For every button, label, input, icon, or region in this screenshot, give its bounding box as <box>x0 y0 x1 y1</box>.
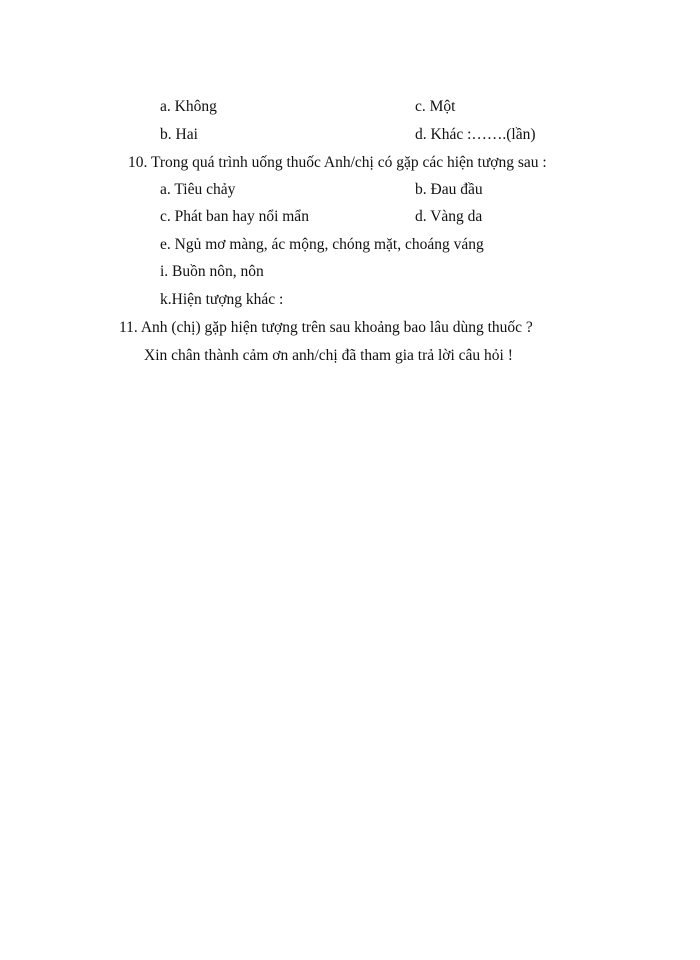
q10-option-k: k.Hiện tượng khác : <box>160 291 284 308</box>
closing-thanks: Xin chân thành cảm ơn anh/chị đã tham gia trả lời câu hỏi ! <box>144 347 513 364</box>
q9-option-d: d. Khác :…….(lần) <box>415 126 536 143</box>
q9-option-a: a. Không <box>160 98 217 115</box>
q10-option-a: a. Tiêu chảy <box>160 181 236 198</box>
q9-option-b: b. Hai <box>160 126 198 143</box>
q9-option-c: c. Một <box>415 98 456 115</box>
q11-question: 11. Anh (chị) gặp hiện tượng trên sau khoảng bao lâu dùng thuốc ? <box>119 319 533 336</box>
q10-option-d: d. Vàng da <box>415 208 483 225</box>
q10-option-b: b. Đau đầu <box>415 181 483 198</box>
q10-option-c: c. Phát ban hay nổi mẩn <box>160 208 309 225</box>
q10-question: 10. Trong quá trình uống thuốc Anh/chị có gặp các hiện tượng sau : <box>128 154 547 171</box>
q10-option-i: i. Buồn nôn, nôn <box>160 263 264 280</box>
q10-option-e: e. Ngủ mơ màng, ác mộng, chóng mặt, choáng váng <box>160 236 484 253</box>
